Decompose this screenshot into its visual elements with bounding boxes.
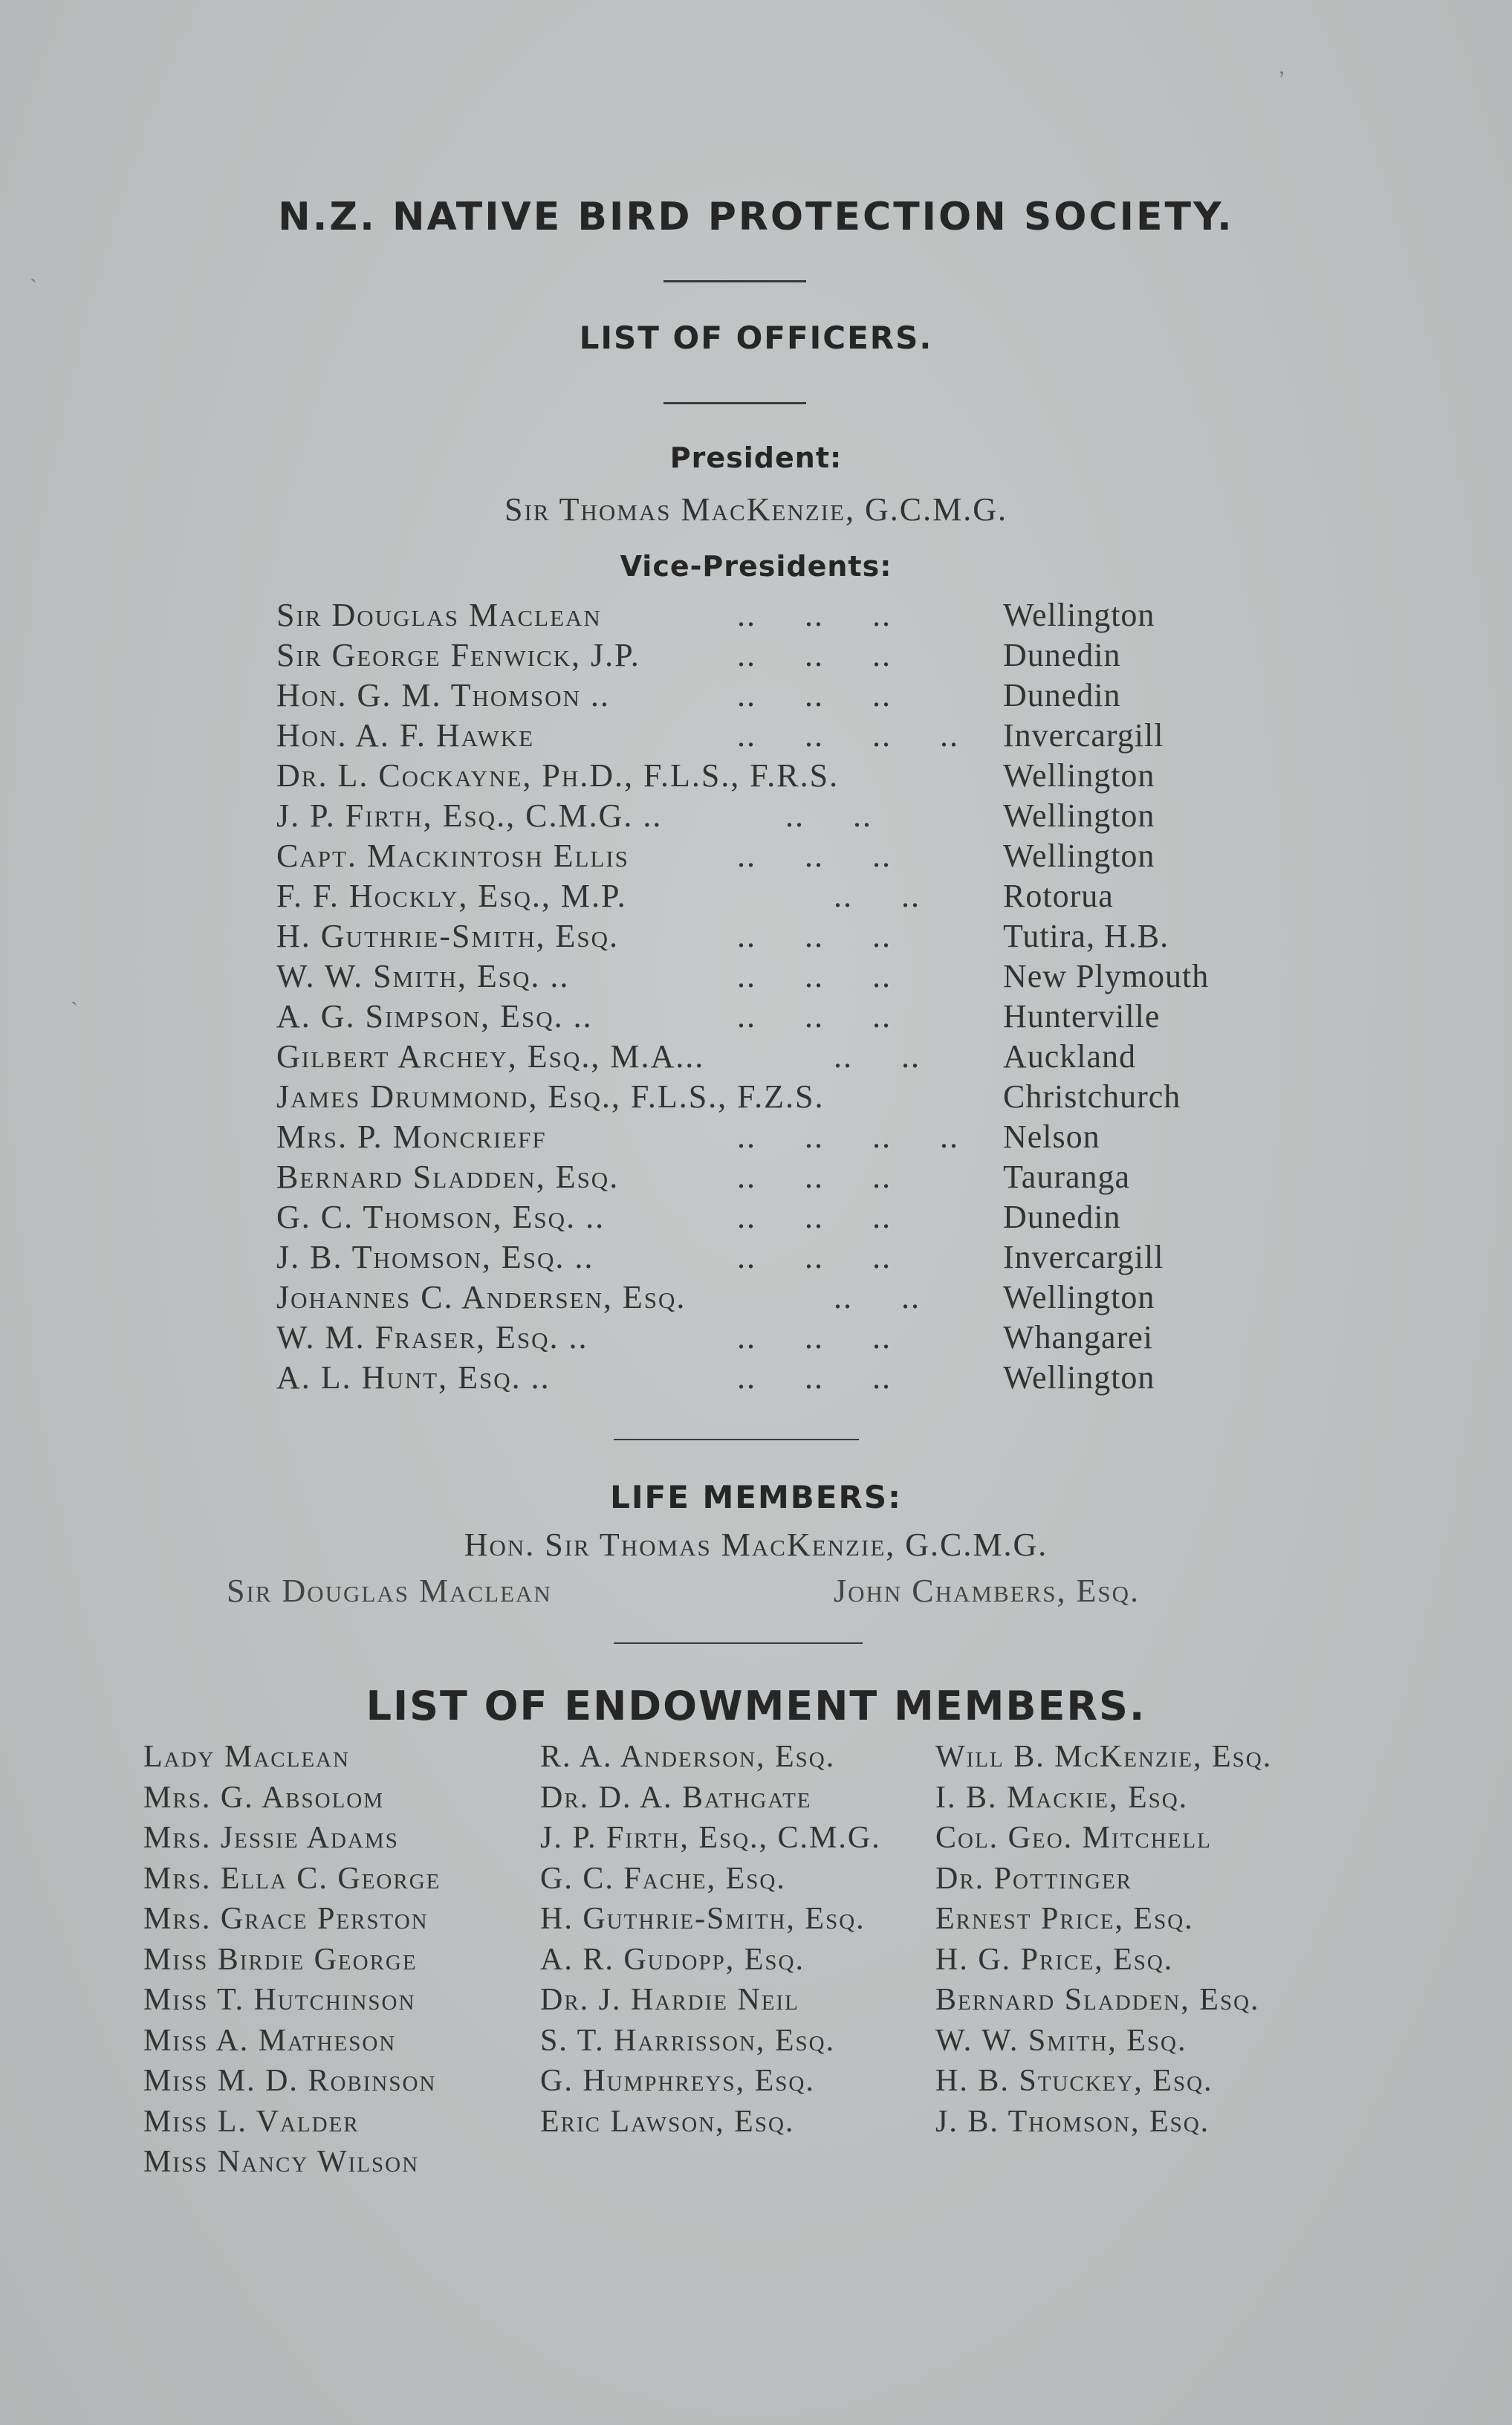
vice-president-name: A. L. Hunt, Esq. .. [276, 1359, 551, 1396]
leader-dots: .. .. .. [737, 677, 892, 713]
vice-president-place: Wellington [1003, 797, 1155, 834]
endowment-column-2 [540, 1739, 881, 2144]
vice-president-place: Rotorua [1003, 878, 1114, 914]
vice-president-row [276, 877, 1265, 917]
vice-president-place: Dunedin [1003, 1199, 1121, 1235]
vice-president-row [276, 676, 1265, 716]
leader-dots: .. .. [737, 1038, 921, 1075]
vice-presidents-list [276, 596, 1265, 1399]
vice-president-row [276, 957, 1265, 997]
vice-president-name: J. P. Firth, Esq., C.M.G. .. [276, 797, 663, 834]
vice-president-name: Johannes C. Andersen, Esq. [276, 1279, 687, 1315]
endowment-member: Dr. Pottinger [935, 1861, 1133, 1896]
vice-president-place: Wellington [1003, 757, 1155, 794]
vice-president-name: Hon. A. F. Hawke [276, 717, 535, 754]
president-label: President: [669, 441, 843, 474]
officers-divider [663, 402, 806, 404]
endowment-member: W. W. Smith, Esq. [935, 2023, 1187, 2058]
vice-president-place: Nelson [1003, 1118, 1100, 1155]
vice-president-row [276, 1078, 1265, 1118]
vice-presidents-label: Vice-Presidents: [620, 550, 892, 583]
vice-president-name: W. M. Fraser, Esq. .. [276, 1319, 588, 1356]
endowment-member: Mrs. Jessie Adams [143, 1821, 399, 1855]
leader-dots: .. .. .. [737, 918, 892, 954]
life-member-john-chambers: John Chambers, Esq. [834, 1573, 1141, 1609]
vice-president-row [276, 1359, 1265, 1399]
endowment-member: Miss M. D. Robinson [143, 2064, 437, 2098]
endowment-member: Bernard Sladden, Esq. [935, 1983, 1260, 2017]
vice-president-name: J. B. Thomson, Esq. .. [276, 1239, 594, 1275]
vice-president-place: New Plymouth [1003, 958, 1210, 994]
leader-dots: .. .. .. [737, 1239, 892, 1275]
vice-president-place: Christchurch [1003, 1078, 1181, 1115]
endowment-member: Miss Nancy Wilson [143, 2145, 420, 2179]
vice-president-place: Invercargill [1003, 717, 1164, 754]
vice-president-name: W. W. Smith, Esq. .. [276, 958, 570, 994]
endowment-member: A. R. Gudopp, Esq. [540, 1942, 805, 1977]
endowment-member: Ernest Price, Esq. [935, 1902, 1194, 1936]
endowment-member: Miss A. Matheson [143, 2023, 397, 2058]
endowment-member: J. B. Thomson, Esq. [935, 2104, 1210, 2139]
endowment-member: G. Humphreys, Esq. [540, 2064, 815, 2098]
vice-president-place: Wellington [1003, 597, 1155, 633]
paper-speck: ʼ [1278, 67, 1285, 91]
endowment-column-1 [143, 1739, 441, 2185]
vice-president-place: Invercargill [1003, 1239, 1164, 1275]
leader-dots: .. .. [737, 797, 872, 834]
endowment-member: Miss T. Hutchinson [143, 1983, 416, 2017]
life-members-heading: LIFE MEMBERS: [610, 1479, 902, 1515]
leader-dots: .. .. .. [737, 1319, 892, 1356]
vice-president-name: F. F. Hockly, Esq., M.P. [276, 878, 627, 914]
leader-dots: .. .. [737, 878, 921, 914]
leader-dots: .. .. .. [737, 637, 892, 673]
vice-president-place: Dunedin [1003, 637, 1121, 673]
endowment-column-3 [935, 1739, 1272, 2144]
vice-president-row [276, 1118, 1265, 1158]
vice-president-row [276, 837, 1265, 877]
life-member-sir-douglas: Sir Douglas Maclean [227, 1573, 552, 1609]
leader-dots: .. .. .. [737, 998, 892, 1035]
vice-president-place: Dunedin [1003, 677, 1121, 713]
vice-president-name: Sir Douglas Maclean [276, 597, 602, 633]
endowment-member: Lady Maclean [143, 1740, 350, 1774]
endowment-member: H. Guthrie-Smith, Esq. [540, 1902, 866, 1936]
leader-dots: .. .. .. [737, 838, 892, 874]
vice-president-row [276, 757, 1265, 797]
leader-dots: .. .. .. [737, 1199, 892, 1235]
vice-president-row [276, 917, 1265, 957]
vice-president-name: Bernard Sladden, Esq. [276, 1159, 620, 1195]
leader-dots: .. .. .. [737, 1159, 892, 1195]
leader-dots: .. .. .. .. [737, 1118, 959, 1155]
leader-dots: .. .. .. [737, 1359, 892, 1396]
leader-dots: .. .. .. [737, 958, 892, 994]
vice-president-row [276, 596, 1265, 636]
endowment-member: S. T. Harrisson, Esq. [540, 2023, 836, 2058]
vice-president-name: James Drummond, Esq., F.L.S., F.Z.S. [276, 1078, 825, 1115]
vice-president-row [276, 716, 1265, 757]
endowment-member: Mrs. Ella C. George [143, 1861, 441, 1896]
vice-president-name: Gilbert Archey, Esq., M.A... [276, 1038, 705, 1075]
endowment-member: H. B. Stuckey, Esq. [935, 2064, 1213, 2098]
vice-president-place: Wellington [1003, 1279, 1155, 1315]
endowment-member: J. P. Firth, Esq., C.M.G. [540, 1821, 881, 1855]
vice-president-place: Wellington [1003, 1359, 1155, 1396]
endowment-member: R. A. Anderson, Esq. [540, 1740, 836, 1774]
endowment-member: Col. Geo. Mitchell [935, 1821, 1212, 1855]
vice-president-row [276, 1318, 1265, 1359]
endowment-member: Mrs. Grace Perston [143, 1902, 429, 1936]
endowment-member: H. G. Price, Esq. [935, 1942, 1174, 1977]
paper-speck: ˋ [30, 275, 37, 300]
endowment-member: Eric Lawson, Esq. [540, 2104, 795, 2139]
vice-president-place: Tauranga [1003, 1159, 1131, 1195]
endowment-member: G. C. Fache, Esq. [540, 1861, 786, 1896]
officers-heading: LIST OF OFFICERS. [579, 320, 933, 356]
vice-president-row [276, 1037, 1265, 1078]
vice-president-name: Capt. Mackintosh Ellis [276, 838, 629, 874]
life-members-divider [614, 1439, 859, 1440]
endowment-member: Will B. McKenzie, Esq. [935, 1740, 1273, 1774]
paper-speck: ˏ [71, 981, 78, 1006]
endowment-member: Miss L. Valder [143, 2104, 360, 2139]
vice-president-name: Dr. L. Cockayne, Ph.D., F.L.S., F.R.S. [276, 757, 840, 794]
endowment-member: Mrs. G. Absolom [143, 1780, 385, 1815]
life-member-hon-sir-thomas: Hon. Sir Thomas MacKenzie, G.C.M.G. [464, 1526, 1048, 1563]
leader-dots: .. .. .. [737, 597, 892, 633]
vice-president-name: Sir George Fenwick, J.P. [276, 637, 640, 673]
endowment-member: Dr. J. Hardie Neil [540, 1983, 799, 2017]
vice-president-name: Hon. G. M. Thomson .. [276, 677, 610, 713]
vice-president-place: Tutira, H.B. [1003, 918, 1169, 954]
page-title: N.Z. NATIVE BIRD PROTECTION SOCIETY. [278, 195, 1234, 239]
endowment-heading: LIST OF ENDOWMENT MEMBERS. [366, 1683, 1146, 1729]
endowment-member: Dr. D. A. Bathgate [540, 1780, 812, 1815]
vice-president-row [276, 1158, 1265, 1198]
vice-president-place: Whangarei [1003, 1319, 1153, 1356]
vice-president-row [276, 1238, 1265, 1278]
vice-president-place: Auckland [1003, 1038, 1137, 1075]
vice-president-place: Wellington [1003, 838, 1155, 874]
vice-president-row [276, 1198, 1265, 1238]
vice-president-name: H. Guthrie-Smith, Esq. [276, 918, 620, 954]
vice-president-row [276, 997, 1265, 1037]
title-divider [663, 280, 806, 282]
vice-president-row [276, 1278, 1265, 1318]
endowment-member: Miss Birdie George [143, 1942, 418, 1977]
leader-dots: .. .. [737, 1279, 921, 1315]
vice-president-name: A. G. Simpson, Esq. .. [276, 998, 593, 1035]
vice-president-row [276, 797, 1265, 837]
president-name: Sir Thomas MacKenzie, G.C.M.G. [504, 491, 1008, 528]
vice-president-name: Mrs. P. Moncrieff [276, 1118, 547, 1155]
vice-president-row [276, 636, 1265, 676]
endowment-member: I. B. Mackie, Esq. [935, 1780, 1189, 1815]
vice-president-place: Hunterville [1003, 998, 1161, 1035]
endowment-divider [614, 1642, 863, 1644]
vice-president-name: G. C. Thomson, Esq. .. [276, 1199, 606, 1235]
leader-dots: .. .. .. .. [737, 717, 959, 754]
